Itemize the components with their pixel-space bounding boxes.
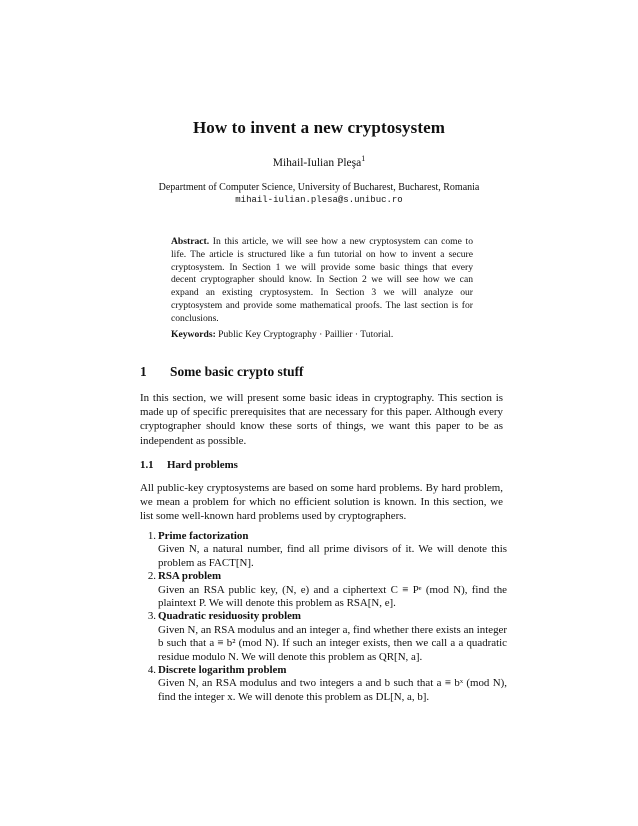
subsection-heading [140, 459, 238, 471]
list-item-title: RSA problem [158, 570, 222, 583]
list-item-body: Given N, an RSA modulus and an integer a, find whether there exists an integer b such that a ≡ b² (mod N). If such an integer exists, then we call a a quadratic residue modulo N. We will denote this problem as QR[N, a]. [158, 623, 507, 663]
keywords-text: Public Key Cryptography · Paillier · Tutorial. [218, 329, 394, 340]
abstract-label: Abstract. [171, 236, 210, 247]
paper-title: How to invent a new cryptosystem [192, 118, 446, 137]
list-item-title: Discrete logarithm problem [158, 664, 287, 677]
subsection-paragraph: All public-key cryptosystems are based on some hard problems. By hard problem, we mean a problem for which no efficient solution is known. In this section, we list some well-known hard problems used by cryptographers. [140, 482, 503, 523]
section-paragraph: In this section, we will present some basic ideas in cryptography. This section is made up of specific prerequisites that are necessary for this paper. Although every cryptographer should know these sorts of things, we want this paper to be as independent as possible. [140, 392, 503, 447]
subsection-number: 1.1 [140, 459, 154, 471]
list-item-body: Given N, an RSA modulus and two integers a and b such that a ≡ bˣ (mod N), find the integer x. We will denote this problem as DL[N, a, b]. [158, 677, 507, 703]
list-item [140, 530, 507, 570]
subsection-title: Hard problems [167, 459, 238, 471]
author-line [0, 154, 638, 169]
keywords-label: Keywords: [171, 329, 216, 340]
author-footnote-mark: 1 [361, 154, 366, 163]
keywords [171, 329, 473, 342]
list-item-number: 2. [147, 570, 156, 583]
section-number: 1 [140, 364, 147, 379]
list-item-number: 4. [147, 664, 156, 677]
list-item-title: Quadratic residuosity problem [158, 610, 301, 623]
abstract-text: In this article, we will see how a new cryptosystem can come to life. The article is structured like a fun tutorial on how to invent a secure cryptosystem. In Section 1 we will provide some basic things that every decent cryptographer should know. In Section 2 we will see how we can expand an existing cryptosystem. In Section 3 we will analyze our cryptosystem and provide some mathematical proofs. The last section is for conclusions. [171, 236, 473, 324]
list-item-body: Given an RSA public key, (N, e) and a ciphertext C ≡ Pᵉ (mod N), find the plaintext P. We will denote this problem as RSA[N, e]. [158, 583, 507, 610]
list-item-number: 1. [147, 530, 156, 542]
section-title: Some basic crypto stuff [170, 364, 304, 379]
abstract [171, 236, 473, 326]
list-item-body: Given N, a natural number, find all prime divisors of it. We will denote this problem as FACT[N]. [158, 543, 507, 569]
author-email: mihail-iulian.plesa@s.unibuc.ro [235, 195, 403, 205]
list-item-number: 3. [147, 610, 156, 623]
hard-problems-list [140, 530, 507, 704]
list-item [140, 610, 507, 664]
author-name: Mihail-Iulian Pleşa [272, 157, 362, 169]
list-item-title: Prime factorization [158, 530, 249, 542]
list-item [140, 664, 507, 704]
section-heading [140, 364, 304, 380]
list-item [140, 570, 507, 610]
affiliation: Department of Computer Science, University of Bucharest, Bucharest, Romania [158, 182, 480, 193]
